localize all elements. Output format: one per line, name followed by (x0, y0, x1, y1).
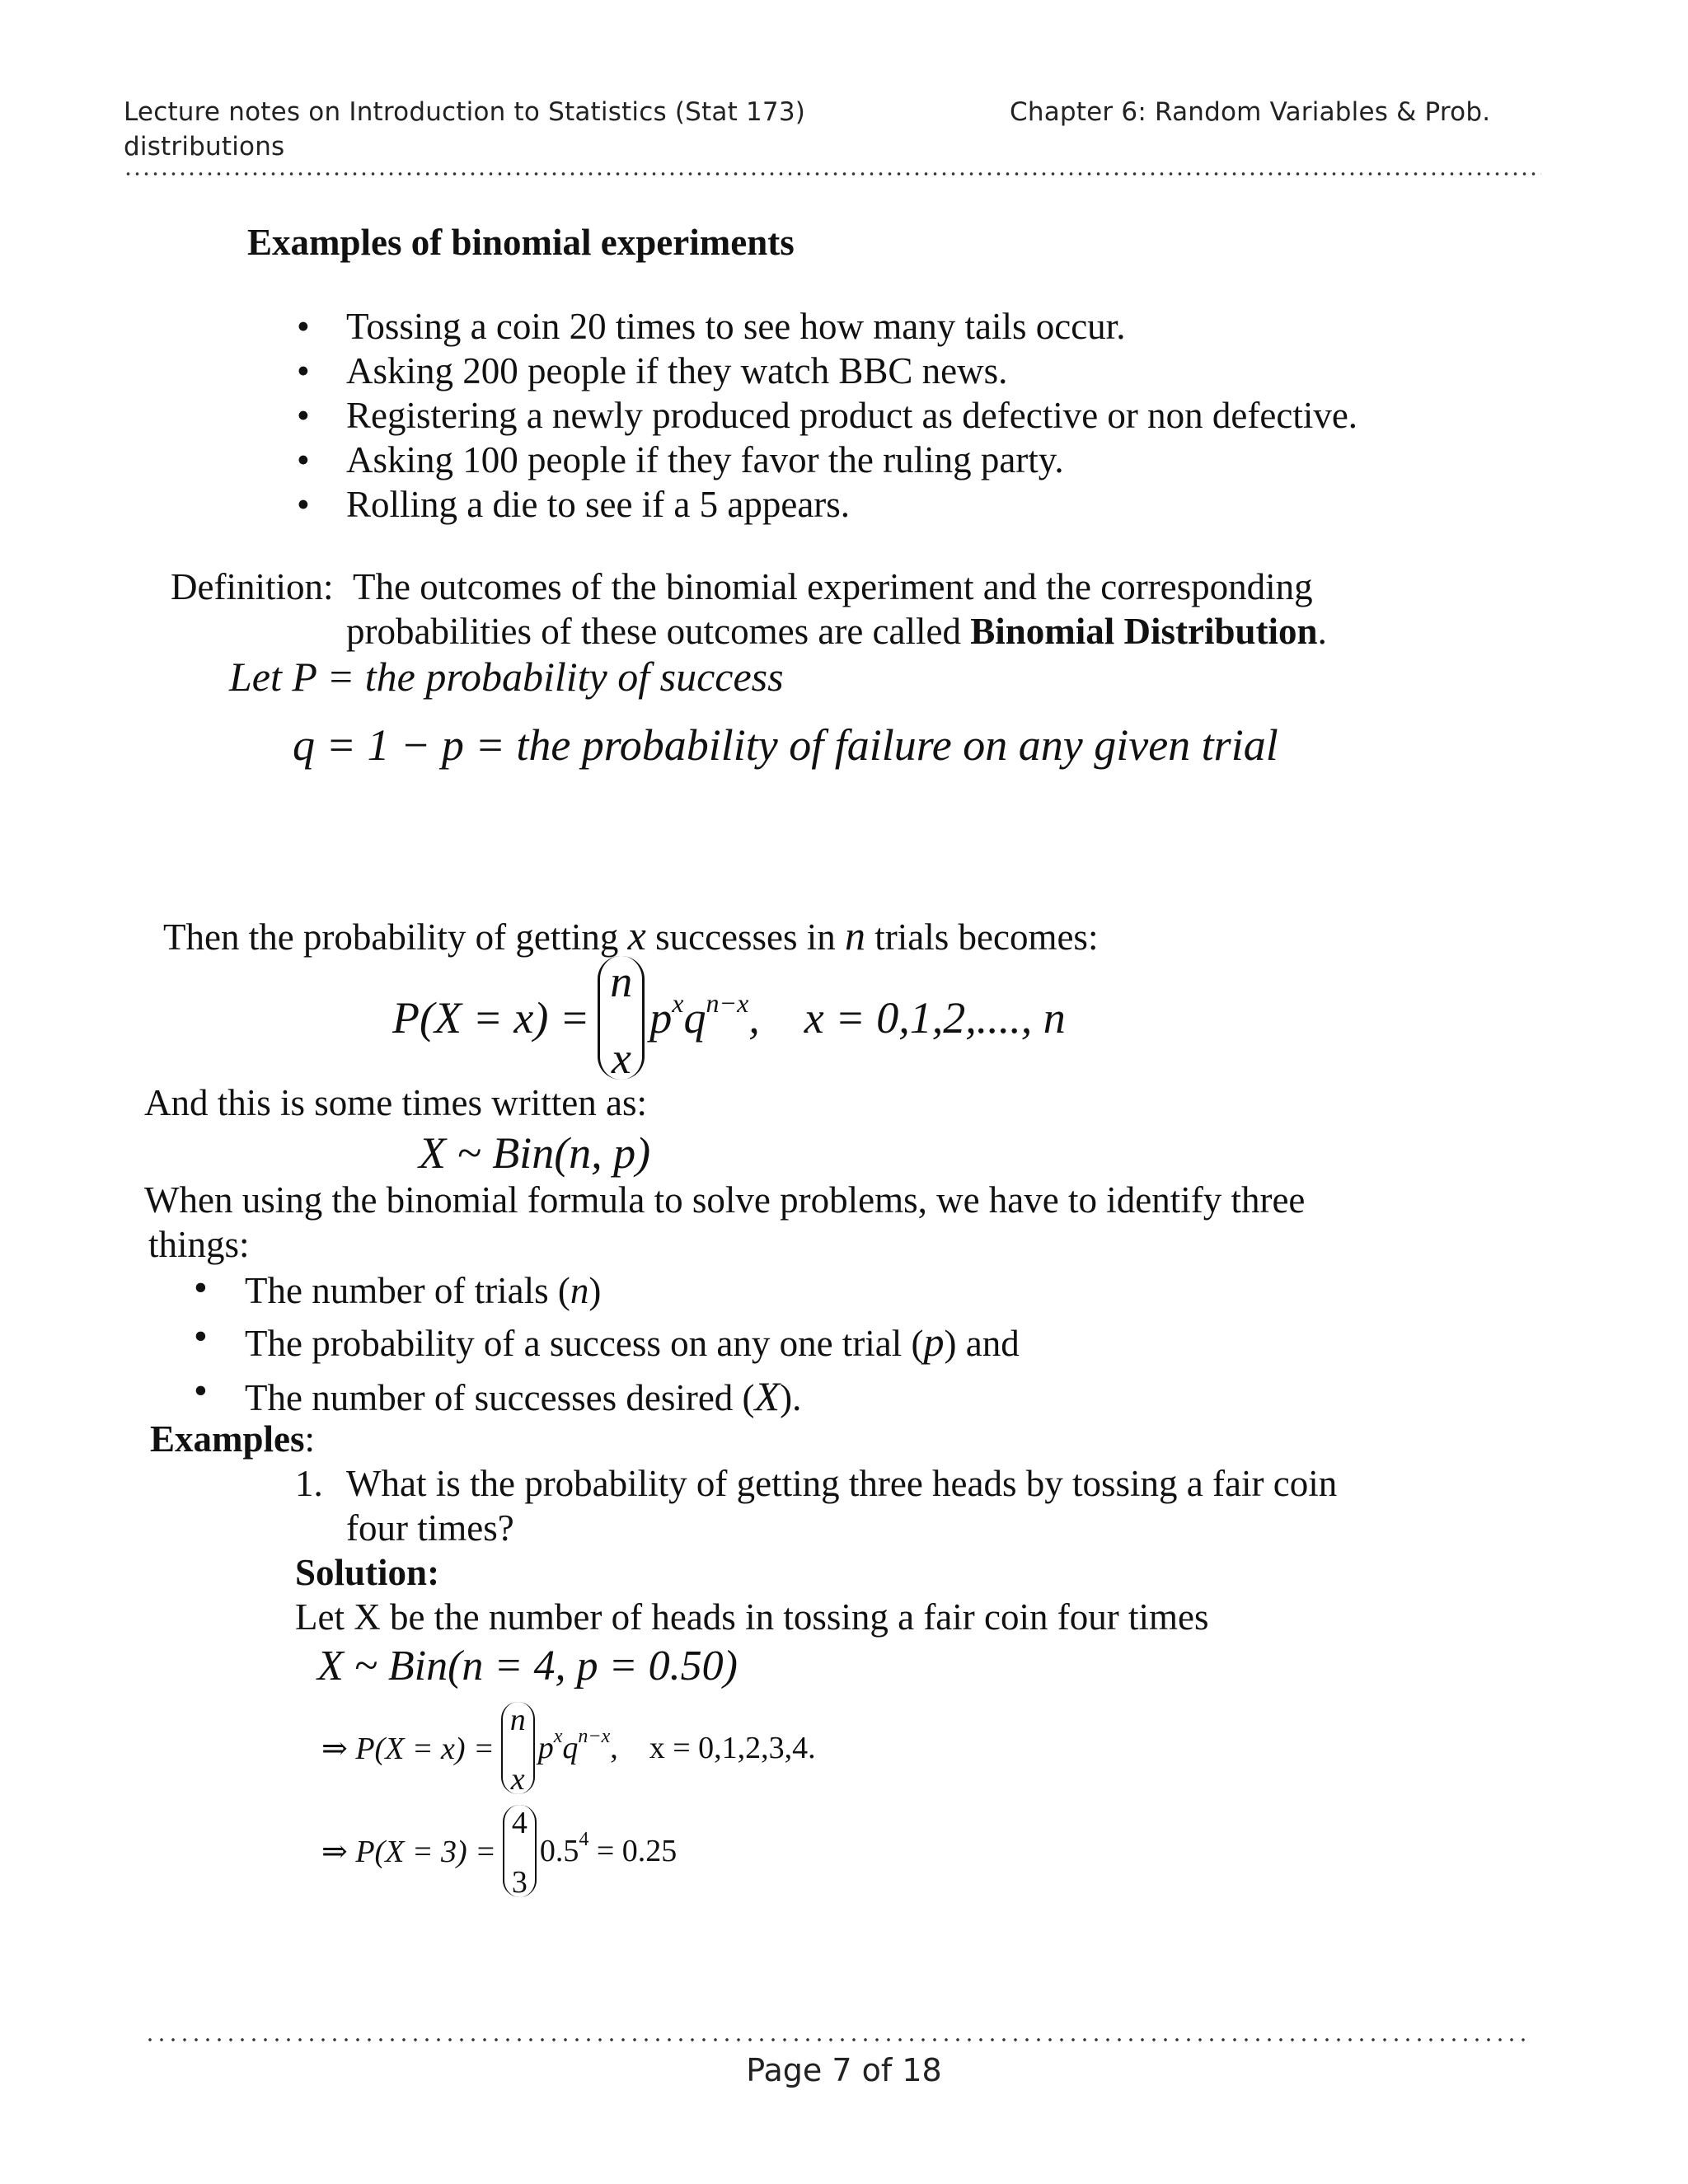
calc-result: = 0.25 (588, 1834, 678, 1868)
list-item: Registering a newly produced product as defective or non defective. (346, 395, 1358, 436)
list-item-text: ) (588, 1270, 602, 1311)
list-item (245, 1372, 801, 1420)
list-item: Rolling a die to see if a 5 appears. (346, 484, 851, 525)
formula-p: p (649, 993, 673, 1043)
list-item-text: ). (780, 1377, 802, 1418)
formula-p-exp: x (672, 987, 684, 1018)
formula-lhs: P(X = x) = (392, 993, 590, 1043)
formula-intro-text: Then the probability of getting (163, 916, 628, 958)
examples-heading-colon: : (304, 1418, 316, 1460)
binomial-coefficient (503, 1805, 537, 1900)
solution-formula-range: , x = 0,1,2,3,4. (610, 1731, 816, 1765)
example-number: 1. (295, 1463, 323, 1504)
bullet-dot: • (297, 439, 310, 480)
coef-bottom: 3 (511, 1865, 528, 1900)
q-definition: q = 1 − p = the probability of failure on any given trial (293, 720, 1278, 770)
coef-bottom: x (510, 1762, 525, 1797)
binomial-coefficient (501, 1702, 535, 1797)
footer-divider (144, 2037, 1529, 2042)
list-item: Asking 200 people if they watch BBC news. (346, 350, 1008, 391)
identify-line1: When using the binomial formula to solve problems, we have to identify three (144, 1179, 1306, 1221)
example-question-line2: four times? (346, 1507, 514, 1549)
solution-distribution (317, 1642, 738, 1690)
var-x: x (627, 912, 646, 958)
calc-base: 0.5 (539, 1834, 579, 1868)
list-item: Tossing a coin 20 times to see how many tails occur. (346, 306, 1126, 347)
examples-heading (150, 1418, 315, 1460)
section-title: Examples of binomial experiments (247, 222, 795, 263)
bullet-dot: • (194, 1369, 208, 1413)
formula-range: , x = 0,1,2,...., n (748, 993, 1066, 1043)
formula-intro (163, 912, 1098, 959)
list-item: Asking 100 people if they favor the ruling party. (346, 439, 1064, 480)
header-chapter: Chapter 6: Random Variables & Prob. (1010, 97, 1491, 127)
var-x-cap: X (754, 1373, 781, 1419)
list-item (245, 1269, 601, 1312)
formula-intro-text: trials becomes: (865, 916, 1099, 958)
formula-q: q (562, 1731, 579, 1765)
calc-exp: 4 (579, 1828, 589, 1850)
binomial-coefficient (598, 956, 645, 1084)
solution-calculation (321, 1805, 678, 1900)
identify-line2: things: (148, 1224, 250, 1265)
bin-notation: X ~ Bin(n, p) (419, 1128, 651, 1178)
formula-q-exp: n−x (578, 1725, 611, 1747)
header-divider (124, 171, 1541, 176)
definition-text: probabilities of these outcomes are called (346, 611, 971, 652)
bullet-dot: • (297, 306, 310, 347)
coef-bottom: x (611, 1033, 631, 1084)
bullet-dot: • (297, 350, 310, 391)
solution-label: Solution: (295, 1552, 440, 1593)
list-item-text: ) and (944, 1323, 1020, 1364)
solution-let-x: Let X be the number of heads in tossing a fair coin four times (295, 1596, 1209, 1638)
definition-line1: The outcomes of the binomial experiment and the corresponding (353, 566, 1313, 607)
definition-line2 (346, 610, 1327, 653)
bullet-dot: • (297, 484, 310, 525)
definition-period: . (1317, 611, 1327, 652)
binomial-formula (392, 956, 1066, 1084)
var-p: p (923, 1319, 945, 1365)
list-item (245, 1318, 1020, 1366)
var-n: n (845, 912, 866, 958)
header-course-title: Lecture notes on Introduction to Statistics (Stat 173) (124, 97, 806, 127)
p-definition: Let P = the probability of success (229, 654, 784, 700)
bullet-dot: • (297, 395, 310, 436)
list-item-text: The probability of a success on any one trial ( (245, 1323, 924, 1364)
formula-p: p (537, 1731, 554, 1765)
bullet-dot: • (194, 1266, 208, 1310)
definition-term: Binomial Distribution (970, 611, 1318, 652)
definition-label: Definition: (171, 566, 334, 607)
var-n: n (570, 1270, 589, 1311)
example-question-line1: What is the probability of getting three heads by tossing a fair coin (346, 1463, 1338, 1504)
coef-top: n (610, 957, 633, 1006)
list-item-text: The number of trials ( (245, 1270, 570, 1311)
solution-formula-lhs: ⇒ P(X = x) = (321, 1731, 495, 1766)
coef-top: n (509, 1703, 526, 1737)
header-course-title-continued: distributions (124, 132, 285, 162)
bullet-dot: • (194, 1315, 208, 1358)
formula-q: q (683, 993, 706, 1043)
solution-distribution-text: X ~ Bin(n = 4, p = 0.50) (317, 1643, 738, 1690)
page-number: Page 7 of 18 (746, 2052, 942, 2088)
coef-top: 4 (511, 1806, 528, 1840)
formula-intro-text: successes in (645, 916, 846, 958)
examples-heading-text: Examples (150, 1418, 305, 1460)
calc-lhs: ⇒ P(X = 3) = (321, 1834, 496, 1869)
written-as-text: And this is some times written as: (144, 1082, 647, 1123)
formula-p-exp: x (553, 1725, 563, 1747)
formula-q-exp: n−x (706, 987, 749, 1018)
list-item-text: The number of successes desired ( (245, 1377, 755, 1418)
solution-formula (321, 1702, 816, 1797)
